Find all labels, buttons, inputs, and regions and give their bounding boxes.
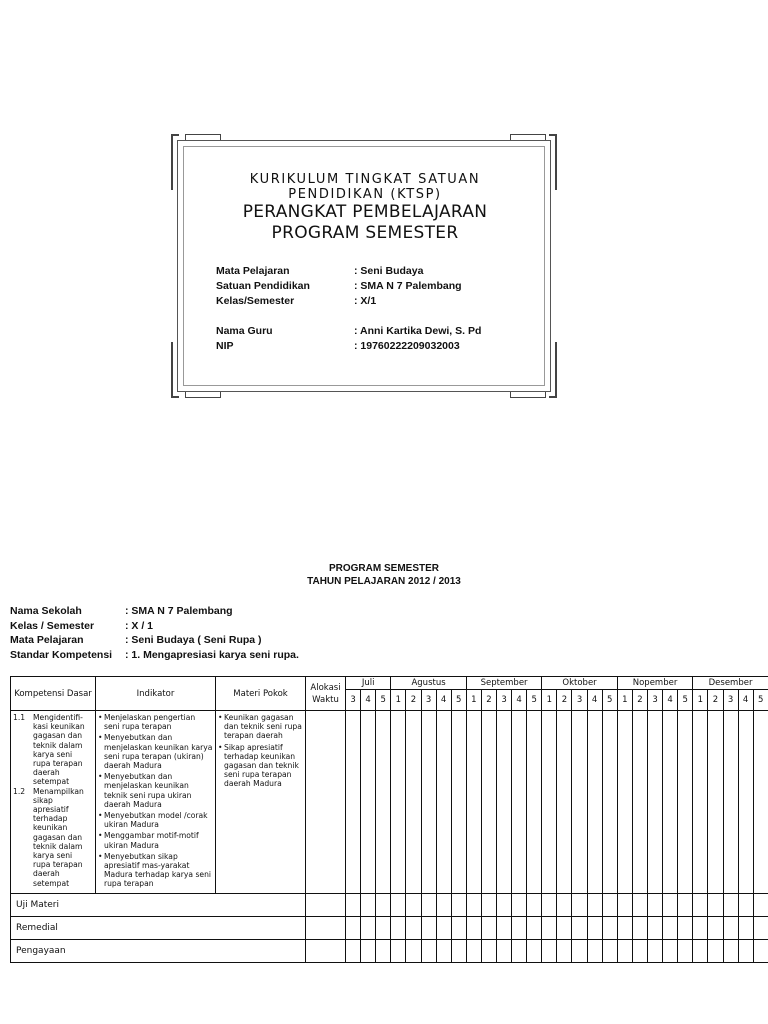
header-indikator: Indikator [96,677,216,711]
week-cell [723,893,738,916]
frame-tab [510,134,546,140]
cover-field-row [216,279,481,294]
week-cell [678,711,693,894]
meta-value: : Seni Budaya ( Seni Rupa ) [125,634,262,646]
materi-item: • Keunikan gagasan dan teknik seni rupa terapan daerah [218,713,303,741]
week-number: 1 [391,690,406,711]
week-cell [436,939,451,962]
table-header-row-months [11,677,768,690]
week-cell [572,916,587,939]
week-cell [708,711,723,894]
week-cell [738,916,753,939]
week-cell [557,711,572,894]
week-cell [421,939,436,962]
cover-field-value: : Seni Budaya [354,265,424,277]
cover-field-label: Kelas/Semester [216,295,295,307]
week-cell [497,893,512,916]
week-number: 4 [436,690,451,711]
week-number: 4 [361,690,376,711]
kd-number: 1.2 [13,786,26,796]
program-semester-heading: PROGRAM SEMESTER [328,563,439,574]
alokasi-waktu-cell [306,893,346,916]
week-cell [527,939,542,962]
week-cell [693,711,708,894]
meta-label: Kelas / Semester [10,619,95,632]
week-cell [406,916,421,939]
week-number: 1 [693,690,708,711]
week-cell [391,893,406,916]
week-cell [617,893,632,916]
week-cell [481,939,496,962]
cover-field-label: NIP [216,340,234,352]
week-number: 3 [647,690,662,711]
week-number: 3 [497,690,512,711]
week-cell [391,916,406,939]
week-number: 2 [481,690,496,711]
week-cell [512,893,527,916]
cover-field-value: : 19760222209032003 [354,340,460,352]
kd-item [13,713,93,787]
week-cell [361,939,376,962]
week-cell [406,939,421,962]
month-header: Nopember [617,677,693,690]
meta-label: Standar Kompetensi [10,648,113,661]
materi-pokok-cell [216,711,306,894]
week-cell [632,893,647,916]
cover-title-line4: PROGRAM SEMESTER [271,223,459,243]
week-number: 4 [663,690,678,711]
week-cell [481,916,496,939]
meta-value: : SMA N 7 Palembang [125,605,233,617]
academic-year-heading: TAHUN PELAJARAN 2012 / 2013 [307,576,461,587]
week-cell [481,711,496,894]
week-cell [678,939,693,962]
week-number: 3 [346,690,361,711]
week-cell [391,939,406,962]
week-cell [376,893,391,916]
week-cell [512,916,527,939]
week-number: 5 [527,690,542,711]
week-cell [466,916,481,939]
week-cell [451,711,466,894]
month-header: Juli [346,677,391,690]
week-cell [527,711,542,894]
week-cell [466,893,481,916]
week-cell [753,893,768,916]
footer-row [11,916,768,939]
week-cell [738,939,753,962]
week-cell [451,916,466,939]
week-cell [346,916,361,939]
cover-field-label: Nama Guru [216,325,273,337]
week-cell [542,711,557,894]
week-number: 1 [617,690,632,711]
week-cell [466,711,481,894]
week-cell [632,711,647,894]
program-semester-title [0,562,768,588]
week-cell [497,939,512,962]
cover-field-row [216,339,481,354]
week-cell [376,711,391,894]
week-cell [512,939,527,962]
week-cell [436,893,451,916]
week-cell [587,711,602,894]
meta-value: : X / 1 [125,619,154,632]
week-cell [753,916,768,939]
frame-corner-bottom-right [549,342,557,398]
frame-tab [185,392,221,398]
week-cell [738,711,753,894]
week-cell [647,939,662,962]
week-cell [663,711,678,894]
week-cell [632,939,647,962]
meta-row [10,604,299,619]
kd-text: Mengidentifi-kasi keunikan gagasan dan teknik dalam karya seni rupa terapan daerah setempat [33,713,85,787]
meta-label: Mata Pelajaran [10,634,84,646]
week-number: 5 [451,690,466,711]
week-cell [512,711,527,894]
program-semester-table [10,676,768,963]
week-number: 2 [632,690,647,711]
week-cell [376,916,391,939]
cover-field-row [216,324,481,339]
cover-field-value: : Anni Kartika Dewi, S. Pd [354,325,482,337]
week-cell [663,939,678,962]
week-cell [557,916,572,939]
week-cell [617,916,632,939]
week-number: 2 [406,690,421,711]
indikator-item: • Menyebutkan dan menjelaskan keunikan karya seni rupa terapan (ukiran) daerah Madura [98,733,213,770]
week-cell [451,939,466,962]
meta-value: : 1. Mengapresiasi karya seni rupa. [125,648,299,661]
week-cell [572,939,587,962]
week-cell [693,939,708,962]
week-cell [587,893,602,916]
week-cell [421,893,436,916]
month-header: September [466,677,541,690]
week-cell [346,939,361,962]
alokasi-waktu-cell [306,939,346,962]
cover-field-label: Mata Pelajaran [216,265,290,277]
week-cell [451,893,466,916]
week-cell [723,916,738,939]
week-cell [527,893,542,916]
cover-title-line1: KURIKULUM TINGKAT SATUAN [249,172,481,187]
week-cell [421,916,436,939]
meta-row [10,633,299,648]
week-cell [406,711,421,894]
frame-corner-bottom-left [171,342,179,398]
week-cell [708,939,723,962]
header-materi-pokok: Materi Pokok [216,677,306,711]
footer-row [11,893,768,916]
week-cell [723,711,738,894]
week-cell [376,939,391,962]
indikator-item: • Menyebutkan sikap apresiatif mas-yarakat Madura terhadap karya seni rupa terapan [98,852,213,889]
week-cell [346,893,361,916]
table-row [11,711,768,894]
week-cell [527,916,542,939]
frame-tab [185,134,221,140]
week-cell [602,916,617,939]
indikator-item: • Menyebutkan dan menjelaskan keunikan teknik seni rupa ukiran daerah Madura [98,772,213,809]
month-header: Oktober [542,677,618,690]
week-number: 3 [421,690,436,711]
week-cell [346,711,361,894]
week-cell [678,916,693,939]
week-number: 3 [572,690,587,711]
week-cell [753,711,768,894]
week-cell [361,916,376,939]
cover-title-line2: PENDIDIKAN (KTSP) [288,187,442,202]
meta-label: Nama Sekolah [10,605,82,617]
week-cell [693,916,708,939]
week-number: 1 [466,690,481,711]
cover-title-ktsp [190,172,540,202]
materi-item: • Sikap apresiatif terhadap keunikan gagasan dan teknik seni rupa terapan daerah Madura [218,743,303,789]
week-number: 4 [738,690,753,711]
week-cell [647,893,662,916]
week-number: 4 [512,690,527,711]
header-kompetensi-dasar: Kompetensi Dasar [11,677,96,711]
week-number: 5 [376,690,391,711]
footer-row [11,939,768,962]
cover-title-main [190,202,540,244]
cover-field-value: : SMA N 7 Palembang [354,280,462,292]
week-cell [587,939,602,962]
week-cell [436,711,451,894]
week-cell [708,916,723,939]
week-cell [572,893,587,916]
month-header: Desember [693,677,768,690]
week-cell [466,939,481,962]
cover-field-value: : X/1 [354,295,377,307]
week-cell [617,939,632,962]
week-number: 3 [723,690,738,711]
week-cell [557,939,572,962]
footer-row-label: Uji Materi [11,893,306,916]
week-cell [361,711,376,894]
kompetensi-dasar-cell [11,711,96,894]
kd-item [13,787,93,888]
meta-row [10,619,299,634]
week-cell [421,711,436,894]
week-cell [738,893,753,916]
week-cell [542,939,557,962]
week-cell [647,711,662,894]
frame-corner-top-right [549,134,557,190]
alokasi-waktu-cell [306,916,346,939]
week-cell [647,916,662,939]
indikator-item: • Menyebutkan model /corak ukiran Madura [98,811,213,829]
frame-tab [510,392,546,398]
week-cell [436,916,451,939]
week-cell [678,893,693,916]
footer-row-label: Pengayaan [11,939,306,962]
week-cell [361,893,376,916]
week-number: 1 [542,690,557,711]
week-number: 5 [602,690,617,711]
week-cell [481,893,496,916]
week-number: 2 [557,690,572,711]
week-cell [753,939,768,962]
week-cell [723,939,738,962]
kd-text: Menampilkan sikap apresiatif terhadap keunikan gagasan dan teknik dalam karya seni rupa terapan daerah setempat [33,786,84,888]
month-header: Agustus [391,677,467,690]
frame-corner-top-left [171,134,179,190]
week-number: 5 [753,690,768,711]
week-cell [663,916,678,939]
week-cell [587,916,602,939]
header-alokasi-waktu: Alokasi Waktu [306,677,346,711]
alokasi-waktu-cell [306,711,346,894]
week-cell [602,893,617,916]
week-cell [557,893,572,916]
week-cell [632,916,647,939]
cover-field-label: Satuan Pendidikan [216,280,310,292]
week-cell [391,711,406,894]
cover-field-row [216,264,481,279]
week-cell [693,893,708,916]
cover-info-block [216,264,481,354]
week-cell [602,711,617,894]
footer-row-label: Remedial [11,916,306,939]
week-number: 5 [678,690,693,711]
week-cell [497,916,512,939]
week-cell [602,939,617,962]
indikator-item: • Menggambar motif-motif ukiran Madura [98,831,213,849]
kd-number: 1.1 [13,713,26,722]
week-cell [406,893,421,916]
week-cell [572,711,587,894]
cover-title-line3: PERANGKAT PEMBELAJARAN [242,202,488,222]
week-cell [708,893,723,916]
cover-field-row [216,294,481,309]
indikator-item: • Menjelaskan pengertian seni rupa terapan [98,713,213,731]
week-cell [497,711,512,894]
week-cell [663,893,678,916]
week-cell [542,893,557,916]
school-meta-block [10,604,299,662]
indikator-cell [96,711,216,894]
week-number: 2 [708,690,723,711]
week-cell [542,916,557,939]
meta-row [10,648,299,663]
week-number: 4 [587,690,602,711]
week-cell [617,711,632,894]
